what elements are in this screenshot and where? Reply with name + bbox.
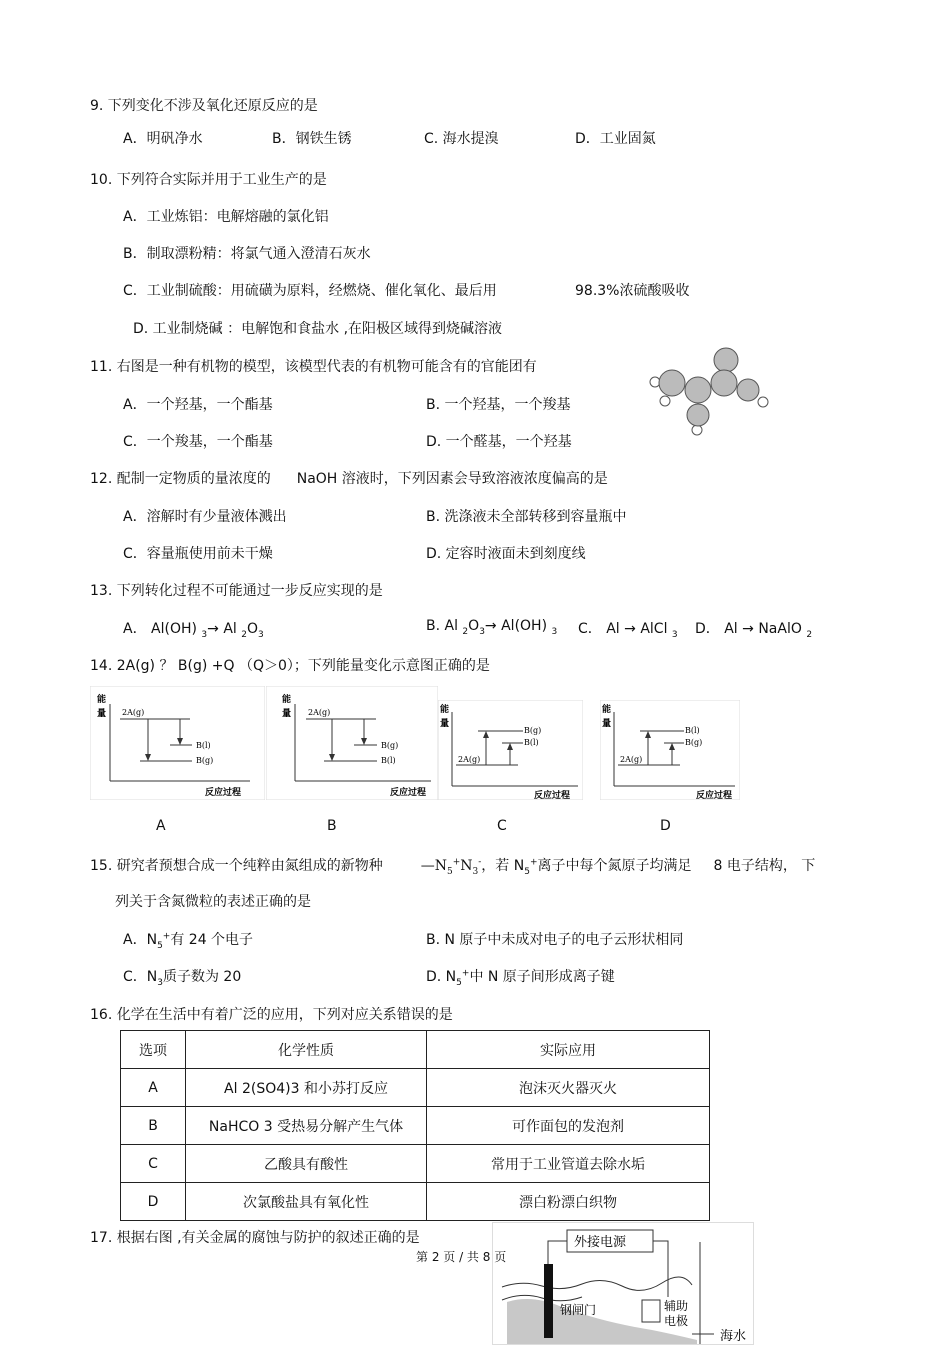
q15-option-d: D. $N_5^+$中 N 原子间形成离子键 — [426, 968, 615, 988]
svg-text:反应过程: 反应过程 — [696, 791, 733, 800]
q15-option-c: C．$N_3$质子数为 20 — [123, 969, 242, 988]
svg-text:B(l): B(l) — [524, 738, 539, 747]
q9-option-a: A．明矾净水 — [123, 131, 203, 147]
y-axis-label: 量 — [97, 709, 107, 719]
svg-text:反应过程: 反应过程 — [390, 788, 427, 798]
svg-text:B(l): B(l) — [196, 741, 211, 750]
svg-text:B(l): B(l) — [685, 726, 700, 735]
energy-diagram-b — [266, 686, 438, 800]
svg-text:量: 量 — [440, 719, 450, 729]
q13-option-a: A． Al(OH) $_3$→ Al $_2O_3$ — [123, 621, 264, 640]
table-row: B NaHCO 3 受热易分解产生气体 可作面包的发泡剂 — [121, 1107, 710, 1145]
svg-text:量: 量 — [602, 719, 612, 729]
svg-text:2A(g): 2A(g) — [308, 708, 331, 717]
q12-option-a: A．溶解时有少量液体溅出 — [123, 509, 287, 525]
power-source-label: 外接电源 — [574, 1235, 627, 1250]
q11-option-d: D. 一个醛基，一个羟基 — [426, 434, 572, 450]
q15-stem: 15. 研究者预想合成一个纯粹由氮组成的新物种 $—N_5^+N_3^-$，若 $N_5^+$离子中每个氮原子均满足 8 电子结构， 下 — [90, 857, 816, 877]
q16-table — [120, 1030, 710, 1221]
seawater-label: 海水 — [720, 1329, 747, 1344]
steel-gate-label: 钢闸门 — [560, 1303, 597, 1317]
energy-diagram-d — [600, 700, 740, 800]
q12-option-c: C．容量瓶使用前未干燥 — [123, 546, 273, 562]
molecule-model-figure — [640, 340, 775, 440]
svg-text:能: 能 — [602, 705, 612, 715]
svg-text:能: 能 — [282, 695, 292, 705]
q11-option-c: C．一个羧基，一个酯基 — [123, 434, 273, 450]
svg-text:2A(g): 2A(g) — [458, 755, 481, 764]
q11-option-a: A．一个羟基，一个酯基 — [123, 397, 273, 413]
q14-label-c: C — [497, 818, 507, 834]
corrosion-protection-figure — [492, 1222, 754, 1345]
q14-label-b: B — [327, 818, 337, 834]
q10-option-c: C．工业制硫酸：用硫磺为原料，经燃烧、催化氧化、最后用 — [123, 283, 497, 299]
auxiliary-electrode-label: 辅助 — [664, 1299, 689, 1313]
q9-option-c: C. 海水提溴 — [424, 131, 499, 147]
q10-option-a: A．工业炼铝：电解熔融的氯化铝 — [123, 209, 329, 225]
energy-diagram-a — [90, 686, 265, 800]
q11-stem: 11. 右图是一种有机物的模型，该模型代表的有机物可能含有的官能团有 — [90, 359, 537, 375]
page-footer: 第 2 页 / 共 8 页 — [416, 1250, 507, 1264]
energy-diagram-c — [438, 700, 583, 800]
svg-text:2A(g): 2A(g) — [620, 755, 643, 764]
q17-stem: 17. 根据右图 ,有关金属的腐蚀与防护的叙述正确的是 — [90, 1230, 420, 1246]
svg-text:B(g): B(g) — [196, 756, 214, 765]
q13-option-c: C． Al → AlCl $_3$ — [578, 621, 678, 640]
q12-stem: 12. 配制一定物质的量浓度的 NaOH 溶液时，下列因素会导致溶液浓度偏高的是 — [90, 471, 608, 487]
q14-stem: 14. 2A(g) ？ B(g) +Q （Q＞0）；下列能量变化示意图正确的是 — [90, 658, 490, 674]
q9-option-d: D．工业固氮 — [575, 131, 656, 147]
svg-text:2A(g): 2A(g) — [122, 708, 145, 717]
svg-text:B(g): B(g) — [685, 738, 703, 747]
q13-option-d: D． Al → NaAlO $_2$ — [695, 621, 813, 640]
svg-text:B(g): B(g) — [524, 726, 542, 735]
table-header-row: 选项 化学性质 实际应用 — [121, 1031, 710, 1069]
q12-option-b: B. 洗涤液未全部转移到容量瓶中 — [426, 509, 627, 525]
q9-stem: 9. 下列变化不涉及氧化还原反应的是 — [90, 98, 318, 114]
svg-text:B(l): B(l) — [381, 756, 396, 765]
q12-option-d: D. 定容时液面未到刻度线 — [426, 546, 586, 562]
q13-stem: 13. 下列转化过程不可能通过一步反应实现的是 — [90, 583, 383, 599]
svg-text:电极: 电极 — [664, 1314, 689, 1328]
q10-option-c-tail: 98.3%浓硫酸吸收 — [575, 283, 690, 299]
q15-stem-line2: 列关于含氮微粒的表述正确的是 — [115, 894, 311, 910]
svg-text:B(g): B(g) — [381, 741, 399, 750]
svg-text:量: 量 — [282, 709, 292, 719]
q11-option-b: B. 一个羟基，一个羧基 — [426, 397, 571, 413]
q13-option-b: B. Al $_2O_3\to Al(OH)$ $_3$ — [426, 618, 558, 637]
x-axis-label: 反应过程 — [205, 788, 242, 798]
q14-label-a: A — [156, 818, 166, 834]
table-row: D 次氯酸盐具有氧化性 漂白粉漂白织物 — [121, 1183, 710, 1221]
table-row: A Al 2(SO4)3 和小苏打反应 泡沫灭火器灭火 — [121, 1069, 710, 1107]
svg-text:反应过程: 反应过程 — [534, 791, 571, 800]
q16-stem: 16. 化学在生活中有着广泛的应用，下列对应关系错误的是 — [90, 1007, 453, 1023]
q15-option-a: A．$N_5^+$有 24 个电子 — [123, 931, 254, 951]
svg-text:能: 能 — [440, 705, 450, 715]
q10-option-b: B．制取漂粉精：将氯气通入澄清石灰水 — [123, 246, 371, 262]
q14-label-d: D — [660, 818, 671, 834]
q10-stem: 10. 下列符合实际并用于工业生产的是 — [90, 172, 327, 188]
table-row: C 乙酸具有酸性 常用于工业管道去除水垢 — [121, 1145, 710, 1183]
q9-option-b: B．钢铁生锈 — [272, 131, 352, 147]
q15-option-b: B. N 原子中未成对电子的电子云形状相同 — [426, 932, 684, 948]
y-axis-label: 能 — [97, 695, 107, 705]
q10-option-d: D. 工业制烧碱 ：电解饱和食盐水 ,在阳极区域得到烧碱溶液 — [133, 321, 503, 337]
